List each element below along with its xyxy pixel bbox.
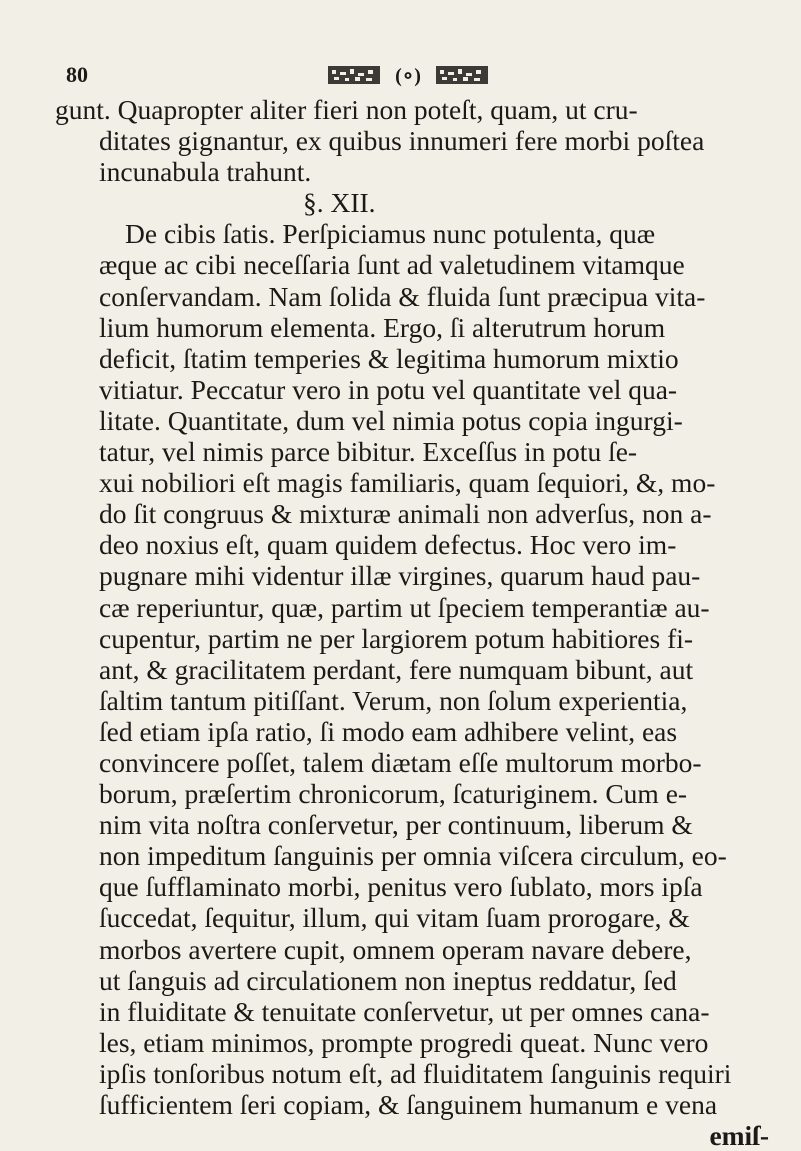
catchword: emiſ- <box>709 1120 769 1151</box>
text-line: ſufficientem ſeri copiam, & ſanguinem humanum e vena <box>99 1089 718 1120</box>
text-line: lium humorum elementa. Ergo, ſi alterutrum horum <box>99 311 666 343</box>
text-line: do ſit congruus & mixturæ animali non adverſus, non a- <box>99 498 712 530</box>
section-heading: §. XII. <box>303 187 376 219</box>
text-line: tatur, vel nimis parce bibitur. Exceſſus in potu ſe- <box>99 436 638 468</box>
text-line: in fluiditate & tenuitate conſervetur, ut per omnes cana- <box>99 995 710 1027</box>
text-block <box>55 94 777 1151</box>
text-line: borum, præſertim chronicorum, ſcaturiginem. Cum e- <box>99 778 688 810</box>
text-line: cæ reperiuntur, quæ, partim ut ſpeciem temperantiæ au- <box>99 591 710 623</box>
text-line: ſaltim tantum pitiſſant. Verum, non ſolum experientia, <box>99 684 688 716</box>
text-line: pugnare mihi videntur illæ virgines, quarum haud pau- <box>99 560 701 592</box>
text-line: xui nobiliori eſt magis familiaris, quam ſequiori, &, mo- <box>99 467 716 499</box>
text-line: deo noxius eſt, quam quidem defectus. Hoc vero im- <box>99 529 677 561</box>
text-line: les, etiam minimos, prompte progredi queat. Nunc vero <box>99 1026 709 1058</box>
text-line: ſed etiam ipſa ratio, ſi modo eam adhibere velint, eas <box>99 715 678 747</box>
text-line: conſervandam. Nam ſolida & fluida ſunt præcipua vita- <box>99 280 706 312</box>
ornament-glyph: (∘) <box>395 65 421 87</box>
text-line: ipſis tonſoribus notum eſt, ad fluiditatem ſanguinis requiri <box>99 1057 732 1089</box>
header-ornament <box>324 60 492 90</box>
text-line: ditates gignantur, ex quibus innumeri fere morbi poſtea <box>99 125 705 157</box>
text-line: nim vita noſtra conſervetur, per continuum, liberum & <box>99 809 693 841</box>
text-line: vitiatur. Peccatur vero in potu vel quantitate vel qua- <box>99 373 678 405</box>
text-line: non impeditum ſanguinis per omnia viſcera circulum, eo- <box>99 840 727 872</box>
text-line: ant, & gracilitatem perdant, fere numquam bibunt, aut <box>99 653 694 685</box>
text-line: gunt. Quapropter aliter fieri non poteſt, quam, ut cru- <box>55 94 638 125</box>
text-line: litate. Quantitate, dum vel nimia potus copia ingurgi- <box>99 404 683 436</box>
page-header <box>0 58 801 98</box>
text-line: que ſufflaminato morbi, penitus vero ſublato, mors ipſa <box>99 871 703 903</box>
text-line: æque ac cibi neceſſaria ſunt ad valetudinem vitamque <box>99 249 685 281</box>
text-line: ut ſanguis ad circulationem non ineptus reddatur, ſed <box>99 964 677 996</box>
text-line: incunabula trahunt. <box>99 156 312 188</box>
text-line: cupentur, partim ne per largiorem potum habitiores fi- <box>99 622 694 654</box>
text-line: deficit, ſtatim temperies & legitima humorum mixtio <box>99 342 679 374</box>
text-line: ſuccedat, ſequitur, illum, qui vitam ſuam prorogare, & <box>99 902 690 934</box>
text-line: De cibis ſatis. Perſpiciamus nunc potulenta, quæ <box>125 218 656 250</box>
page-number: 80 <box>66 62 88 87</box>
text-line: convincere poſſet, talem diætam eſſe multorum morbo- <box>99 746 702 778</box>
text-line: morbos avertere cupit, omnem operam navare debere, <box>99 933 692 965</box>
